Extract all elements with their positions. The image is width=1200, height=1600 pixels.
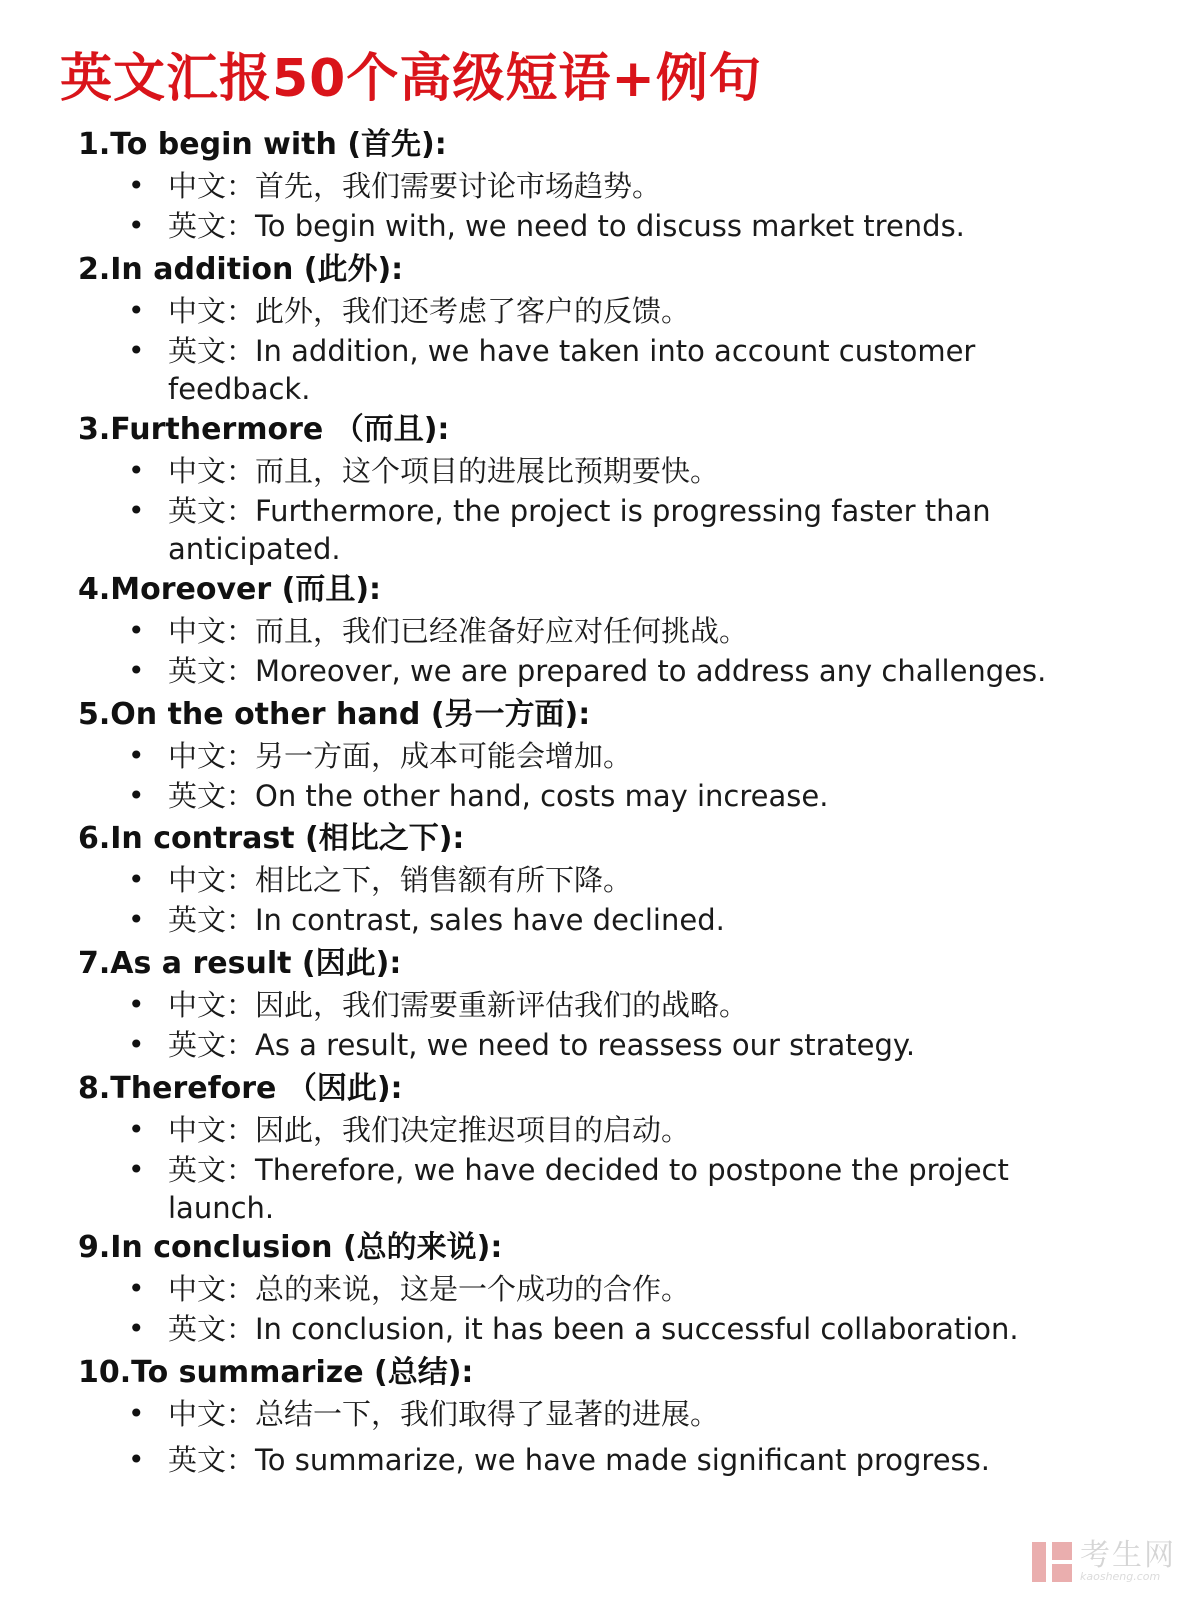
- bullet-icon: •: [128, 654, 145, 687]
- chinese-example: 中文：因此，我们决定推迟项目的启动。: [168, 1113, 691, 1147]
- bullet-icon: •: [128, 1443, 145, 1476]
- bullet-icon: •: [128, 903, 145, 936]
- chinese-example: 中文：而且，我们已经准备好应对任何挑战。: [168, 614, 749, 648]
- chinese-example: 中文：总结一下，我们取得了显著的进展。: [168, 1397, 720, 1431]
- bullet-icon: •: [128, 294, 145, 327]
- english-example: 英文：Moreover, we are prepared to address any challenges.: [168, 654, 1047, 688]
- phrase-heading: 10.To summarize (总结):: [78, 1355, 474, 1390]
- bullet-icon: •: [128, 1312, 145, 1345]
- english-example: 英文：To begin with, we need to discuss market trends.: [168, 209, 965, 243]
- bullet-icon: •: [128, 1028, 145, 1061]
- bullet-icon: •: [128, 988, 145, 1021]
- watermark-en: kaosheng.com: [1080, 1570, 1161, 1583]
- chinese-example: 中文：此外，我们还考虑了客户的反馈。: [168, 294, 691, 328]
- phrase-heading: 6.In contrast (相比之下):: [78, 821, 465, 856]
- phrase-heading: 3.Furthermore （而且):: [78, 412, 450, 447]
- english-example: 英文：On the other hand, costs may increase.: [168, 779, 829, 813]
- chinese-example: 中文：另一方面，成本可能会增加。: [168, 739, 633, 773]
- english-example: 英文：Furthermore, the project is progressing faster than: [168, 494, 991, 528]
- chinese-example: 中文：因此，我们需要重新评估我们的战略。: [168, 988, 749, 1022]
- bullet-icon: •: [128, 1397, 145, 1430]
- phrase-heading: 1.To begin with (首先):: [78, 127, 447, 162]
- phrase-heading: 5.On the other hand (另一方面):: [78, 697, 591, 732]
- english-example-continued: launch.: [168, 1191, 275, 1225]
- bullet-icon: •: [128, 863, 145, 896]
- english-example-continued: feedback.: [168, 372, 311, 406]
- english-example: 英文：In conclusion, it has been a successful collaboration.: [168, 1312, 1019, 1346]
- phrase-heading: 4.Moreover (而且):: [78, 572, 382, 607]
- bullet-icon: •: [128, 739, 145, 772]
- bullet-icon: •: [128, 1153, 145, 1186]
- english-example-continued: anticipated.: [168, 532, 341, 566]
- page-title: 英文汇报50个高级短语+例句: [60, 49, 762, 109]
- bullet-icon: •: [128, 209, 145, 242]
- phrase-heading: 9.In conclusion (总的来说):: [78, 1230, 503, 1265]
- phrase-heading: 8.Therefore （因此):: [78, 1071, 403, 1106]
- watermark-cn: 考生网: [1080, 1538, 1176, 1573]
- english-example: 英文：In contrast, sales have declined.: [168, 903, 725, 937]
- phrase-heading: 2.In addition (此外):: [78, 252, 404, 287]
- chinese-example: 中文：而且，这个项目的进展比预期要快。: [168, 454, 720, 488]
- bullet-icon: •: [128, 1272, 145, 1305]
- kaosheng-logo-icon: [1032, 1542, 1072, 1582]
- chinese-example: 中文：首先，我们需要讨论市场趋势。: [168, 169, 662, 203]
- english-example: 英文：In addition, we have taken into account customer: [168, 334, 976, 368]
- bullet-icon: •: [128, 494, 145, 527]
- bullet-icon: •: [128, 614, 145, 647]
- chinese-example: 中文：相比之下，销售额有所下降。: [168, 863, 633, 897]
- bullet-icon: •: [128, 454, 145, 487]
- chinese-example: 中文：总的来说，这是一个成功的合作。: [168, 1272, 691, 1306]
- watermark: [1032, 1538, 1176, 1583]
- english-example: 英文：Therefore, we have decided to postpone the project: [168, 1153, 1009, 1187]
- bullet-icon: •: [128, 779, 145, 812]
- english-example: 英文：To summarize, we have made significant progress.: [168, 1443, 990, 1477]
- bullet-icon: •: [128, 1113, 145, 1146]
- english-example: 英文：As a result, we need to reassess our strategy.: [168, 1028, 916, 1062]
- phrase-heading: 7.As a result (因此):: [78, 946, 402, 981]
- bullet-icon: •: [128, 334, 145, 367]
- bullet-icon: •: [128, 169, 145, 202]
